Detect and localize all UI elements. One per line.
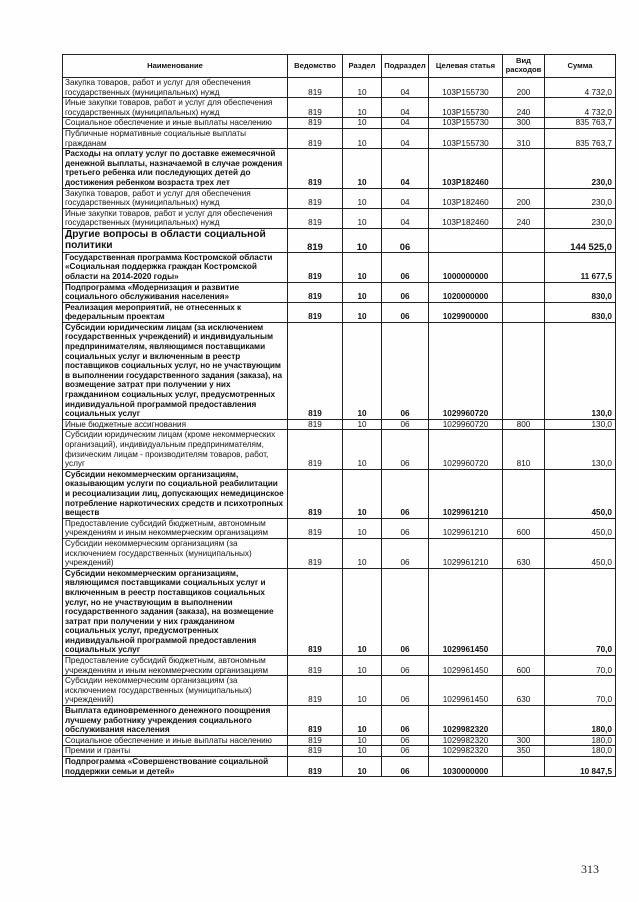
cell-target: 1029961450 bbox=[429, 568, 503, 655]
cell-name: Иные бюджетные ассигнования bbox=[63, 419, 288, 430]
cell-sum: 835 763,7 bbox=[545, 128, 616, 148]
cell-target: 1029960720 bbox=[429, 322, 503, 419]
table-body bbox=[63, 78, 616, 777]
cell-subsection: 06 bbox=[382, 706, 429, 736]
cell-sum: 180,0 bbox=[545, 735, 616, 746]
cell-exp-type: 310 bbox=[503, 128, 545, 148]
cell-target: 1020000000 bbox=[429, 282, 503, 302]
cell-exp-type: 630 bbox=[503, 676, 545, 706]
cell-target: 1029961210 bbox=[429, 469, 503, 518]
cell-dept: 819 bbox=[288, 228, 343, 252]
cell-subsection: 06 bbox=[382, 228, 429, 252]
cell-dept: 819 bbox=[288, 757, 343, 777]
table-row bbox=[63, 746, 616, 757]
table-row bbox=[63, 706, 616, 736]
cell-sum: 11 677,5 bbox=[545, 252, 616, 282]
cell-exp-type: 800 bbox=[503, 419, 545, 430]
cell-section: 10 bbox=[343, 735, 382, 746]
cell-exp-type bbox=[503, 149, 545, 188]
page-number: 313 bbox=[581, 862, 599, 876]
header-dept: Ведомство bbox=[288, 55, 343, 78]
cell-name: Субсидии некоммерческим организациям, оказывающим услуги по социальной реабилитации и ресоциализации лиц, допускающих немедицинское потребление наркотических средств и психотропных веществ bbox=[63, 469, 288, 518]
cell-target: 103Р182460 bbox=[429, 149, 503, 188]
table-row bbox=[63, 757, 616, 777]
cell-target: 1030000000 bbox=[429, 757, 503, 777]
cell-section: 10 bbox=[343, 518, 382, 538]
cell-section: 10 bbox=[343, 538, 382, 568]
cell-section: 10 bbox=[343, 419, 382, 430]
cell-section: 10 bbox=[343, 469, 382, 518]
cell-target: 1029900000 bbox=[429, 302, 503, 322]
cell-dept: 819 bbox=[288, 128, 343, 148]
cell-sum: 70,0 bbox=[545, 656, 616, 676]
cell-subsection: 04 bbox=[382, 188, 429, 208]
table-row bbox=[63, 322, 616, 419]
cell-section: 10 bbox=[343, 118, 382, 129]
cell-subsection: 04 bbox=[382, 149, 429, 188]
cell-sum: 4 732,0 bbox=[545, 98, 616, 118]
cell-subsection: 06 bbox=[382, 735, 429, 746]
cell-subsection: 04 bbox=[382, 98, 429, 118]
cell-sum: 130,0 bbox=[545, 322, 616, 419]
cell-section: 10 bbox=[343, 757, 382, 777]
cell-target: 103Р155730 bbox=[429, 118, 503, 129]
cell-sum: 450,0 bbox=[545, 538, 616, 568]
cell-sum: 4 732,0 bbox=[545, 78, 616, 98]
cell-target: 1029960720 bbox=[429, 430, 503, 469]
cell-section: 10 bbox=[343, 208, 382, 228]
cell-sum: 230,0 bbox=[545, 149, 616, 188]
cell-name: Субсидии некоммерческим организациям, являющимся поставщиками социальных услуг и включенным в реестр поставщиков социальных услуг, но не участвующим в выполнении государственного задания (заказа), на возмещение затрат при получении у них гражданином социальных услуг, предусмотренных индивидуальной программой предоставления социальных услуг bbox=[63, 568, 288, 655]
cell-name: Предоставление субсидий бюджетным, автономным учреждениям и иным некоммерческим организациям bbox=[63, 656, 288, 676]
cell-name: Расходы на оплату услуг по доставке ежемесячной денежной выплаты, назначаемой в случае рождения третьего ребенка или последующих детей до достижения ребенком возраста трех лет bbox=[63, 149, 288, 188]
cell-exp-type: 600 bbox=[503, 518, 545, 538]
cell-name: Закупка товаров, работ и услуг для обеспечения государственных (муниципальных) нужд bbox=[63, 78, 288, 98]
table-row bbox=[63, 252, 616, 282]
cell-target: 103Р182460 bbox=[429, 188, 503, 208]
table-row bbox=[63, 98, 616, 118]
cell-section: 10 bbox=[343, 656, 382, 676]
cell-exp-type bbox=[503, 302, 545, 322]
cell-dept: 819 bbox=[288, 419, 343, 430]
table-row bbox=[63, 149, 616, 188]
cell-name: Премии и гранты bbox=[63, 746, 288, 757]
cell-dept: 819 bbox=[288, 656, 343, 676]
cell-dept: 819 bbox=[288, 302, 343, 322]
cell-subsection: 06 bbox=[382, 430, 429, 469]
cell-sum: 10 847,5 bbox=[545, 757, 616, 777]
cell-subsection: 06 bbox=[382, 302, 429, 322]
cell-subsection: 06 bbox=[382, 518, 429, 538]
cell-target: 1029961450 bbox=[429, 676, 503, 706]
cell-section: 10 bbox=[343, 302, 382, 322]
cell-dept: 819 bbox=[288, 469, 343, 518]
header-row bbox=[63, 55, 616, 78]
table-row bbox=[63, 228, 616, 252]
cell-section: 10 bbox=[343, 149, 382, 188]
cell-section: 10 bbox=[343, 228, 382, 252]
cell-subsection: 06 bbox=[382, 656, 429, 676]
cell-target: 103Р155730 bbox=[429, 128, 503, 148]
cell-exp-type bbox=[503, 469, 545, 518]
table-row bbox=[63, 568, 616, 655]
table-row bbox=[63, 430, 616, 469]
cell-subsection: 04 bbox=[382, 118, 429, 129]
cell-section: 10 bbox=[343, 322, 382, 419]
cell-target: 1029982320 bbox=[429, 706, 503, 736]
table-row bbox=[63, 188, 616, 208]
cell-section: 10 bbox=[343, 676, 382, 706]
cell-name: Предоставление субсидий бюджетным, автономным учреждениям и иным некоммерческим организациям bbox=[63, 518, 288, 538]
cell-name: Социальное обеспечение и иные выплаты населению bbox=[63, 118, 288, 129]
cell-exp-type: 200 bbox=[503, 188, 545, 208]
cell-name: Субсидии юридическим лицам (кроме некоммерческих организаций), индивидуальным предпринимателям, физическим лицам - производителям товаров, работ, услуг bbox=[63, 430, 288, 469]
cell-section: 10 bbox=[343, 282, 382, 302]
cell-sum: 144 525,0 bbox=[545, 228, 616, 252]
cell-dept: 819 bbox=[288, 735, 343, 746]
cell-dept: 819 bbox=[288, 98, 343, 118]
cell-exp-type bbox=[503, 757, 545, 777]
cell-target: 1029960720 bbox=[429, 419, 503, 430]
cell-section: 10 bbox=[343, 188, 382, 208]
cell-section: 10 bbox=[343, 568, 382, 655]
cell-name: Подпрограмма «Модернизация и развитие социального обслуживания населения» bbox=[63, 282, 288, 302]
cell-subsection: 06 bbox=[382, 282, 429, 302]
header-subsection: Подраздел bbox=[382, 55, 429, 78]
cell-name: Иные закупки товаров, работ и услуг для обеспечения государственных (муниципальных) нужд bbox=[63, 208, 288, 228]
header-exp-type: Вид расходов bbox=[503, 55, 545, 78]
cell-exp-type: 630 bbox=[503, 538, 545, 568]
cell-exp-type: 350 bbox=[503, 746, 545, 757]
cell-exp-type: 200 bbox=[503, 78, 545, 98]
cell-subsection: 04 bbox=[382, 208, 429, 228]
budget-table bbox=[62, 54, 616, 777]
cell-target: 1029961210 bbox=[429, 538, 503, 568]
cell-dept: 819 bbox=[288, 676, 343, 706]
table-header bbox=[63, 55, 616, 78]
cell-dept: 819 bbox=[288, 706, 343, 736]
header-section: Раздел bbox=[343, 55, 382, 78]
cell-sum: 230,0 bbox=[545, 208, 616, 228]
cell-name: Закупка товаров, работ и услуг для обеспечения государственных (муниципальных) нужд bbox=[63, 188, 288, 208]
header-name: Наименование bbox=[63, 55, 288, 78]
cell-name: Публичные нормативные социальные выплаты гражданам bbox=[63, 128, 288, 148]
table-row bbox=[63, 128, 616, 148]
cell-sum: 450,0 bbox=[545, 469, 616, 518]
cell-subsection: 06 bbox=[382, 322, 429, 419]
cell-exp-type: 240 bbox=[503, 208, 545, 228]
cell-sum: 830,0 bbox=[545, 282, 616, 302]
cell-exp-type: 600 bbox=[503, 656, 545, 676]
cell-sum: 70,0 bbox=[545, 568, 616, 655]
table-row bbox=[63, 208, 616, 228]
cell-dept: 819 bbox=[288, 430, 343, 469]
table-row bbox=[63, 518, 616, 538]
cell-section: 10 bbox=[343, 706, 382, 736]
cell-subsection: 04 bbox=[382, 128, 429, 148]
cell-sum: 450,0 bbox=[545, 518, 616, 538]
table-row bbox=[63, 78, 616, 98]
table-row bbox=[63, 302, 616, 322]
cell-name: Субсидии юридическим лицам (за исключением государственных учреждений) и индивидуальным предпринимателям, являющимся поставщиками социальных услуг и включенным в реестр поставщиков социальных услуг, но не участвующим в выполнении государственного задания (заказа), на возмещение затрат при получении у них гражданином социальных услуг, предусмотренных индивидуальной программой предоставления социальных услуг bbox=[63, 322, 288, 419]
table-row bbox=[63, 656, 616, 676]
cell-dept: 819 bbox=[288, 208, 343, 228]
cell-exp-type bbox=[503, 228, 545, 252]
cell-sum: 230,0 bbox=[545, 188, 616, 208]
cell-exp-type: 300 bbox=[503, 118, 545, 129]
cell-name: Реализация мероприятий, не отнесенных к федеральным проектам bbox=[63, 302, 288, 322]
cell-sum: 130,0 bbox=[545, 430, 616, 469]
cell-name: Другие вопросы в области социальной политики bbox=[63, 228, 288, 252]
cell-name: Государственная программа Костромской области «Социальная поддержка граждан Костромской области на 2014-2020 годы» bbox=[63, 252, 288, 282]
cell-subsection: 06 bbox=[382, 757, 429, 777]
cell-dept: 819 bbox=[288, 252, 343, 282]
cell-name: Социальное обеспечение и иные выплаты населению bbox=[63, 735, 288, 746]
cell-dept: 819 bbox=[288, 322, 343, 419]
cell-target: 1029961210 bbox=[429, 518, 503, 538]
cell-subsection: 06 bbox=[382, 469, 429, 518]
cell-dept: 819 bbox=[288, 282, 343, 302]
cell-dept: 819 bbox=[288, 746, 343, 757]
cell-sum: 130,0 bbox=[545, 419, 616, 430]
cell-exp-type bbox=[503, 568, 545, 655]
cell-exp-type: 240 bbox=[503, 98, 545, 118]
cell-name: Субсидии некоммерческим организациям (за исключением государственных (муниципальных) учреждений) bbox=[63, 676, 288, 706]
cell-dept: 819 bbox=[288, 538, 343, 568]
cell-exp-type bbox=[503, 322, 545, 419]
cell-target: 103Р155730 bbox=[429, 78, 503, 98]
cell-section: 10 bbox=[343, 78, 382, 98]
cell-dept: 819 bbox=[288, 518, 343, 538]
cell-name: Субсидии некоммерческим организациям (за исключением государственных (муниципальных) учреждений) bbox=[63, 538, 288, 568]
cell-subsection: 06 bbox=[382, 252, 429, 282]
cell-section: 10 bbox=[343, 98, 382, 118]
cell-exp-type bbox=[503, 706, 545, 736]
table-row bbox=[63, 735, 616, 746]
table-row bbox=[63, 538, 616, 568]
table-row bbox=[63, 282, 616, 302]
table-row bbox=[63, 118, 616, 129]
cell-section: 10 bbox=[343, 430, 382, 469]
cell-name: Выплата единовременного денежного поощрения лучшему работнику учреждения социального обслуживания населения bbox=[63, 706, 288, 736]
cell-target: 1029982320 bbox=[429, 746, 503, 757]
cell-dept: 819 bbox=[288, 118, 343, 129]
cell-section: 10 bbox=[343, 746, 382, 757]
cell-dept: 819 bbox=[288, 149, 343, 188]
table-row bbox=[63, 419, 616, 430]
cell-dept: 819 bbox=[288, 188, 343, 208]
cell-sum: 830,0 bbox=[545, 302, 616, 322]
cell-sum: 180,0 bbox=[545, 706, 616, 736]
cell-target bbox=[429, 228, 503, 252]
cell-exp-type bbox=[503, 282, 545, 302]
table-row bbox=[63, 676, 616, 706]
cell-target: 103Р155730 bbox=[429, 98, 503, 118]
cell-sum: 70,0 bbox=[545, 676, 616, 706]
cell-target: 1029982320 bbox=[429, 735, 503, 746]
header-target: Целевая статья bbox=[429, 55, 503, 78]
cell-exp-type: 300 bbox=[503, 735, 545, 746]
cell-exp-type: 810 bbox=[503, 430, 545, 469]
cell-subsection: 06 bbox=[382, 419, 429, 430]
cell-exp-type bbox=[503, 252, 545, 282]
cell-section: 10 bbox=[343, 252, 382, 282]
cell-subsection: 06 bbox=[382, 746, 429, 757]
cell-subsection: 04 bbox=[382, 78, 429, 98]
cell-subsection: 06 bbox=[382, 676, 429, 706]
cell-name: Иные закупки товаров, работ и услуг для обеспечения государственных (муниципальных) нужд bbox=[63, 98, 288, 118]
cell-sum: 180,0 bbox=[545, 746, 616, 757]
table-row bbox=[63, 469, 616, 518]
cell-section: 10 bbox=[343, 128, 382, 148]
cell-target: 1029961450 bbox=[429, 656, 503, 676]
cell-subsection: 06 bbox=[382, 568, 429, 655]
cell-subsection: 06 bbox=[382, 538, 429, 568]
cell-sum: 835 763,7 bbox=[545, 118, 616, 129]
header-sum: Сумма bbox=[545, 55, 616, 78]
cell-dept: 819 bbox=[288, 78, 343, 98]
cell-name: Подпрограмма «Совершенствование социальной поддержки семьи и детей» bbox=[63, 757, 288, 777]
cell-target: 1000000000 bbox=[429, 252, 503, 282]
cell-dept: 819 bbox=[288, 568, 343, 655]
cell-target: 103Р182460 bbox=[429, 208, 503, 228]
